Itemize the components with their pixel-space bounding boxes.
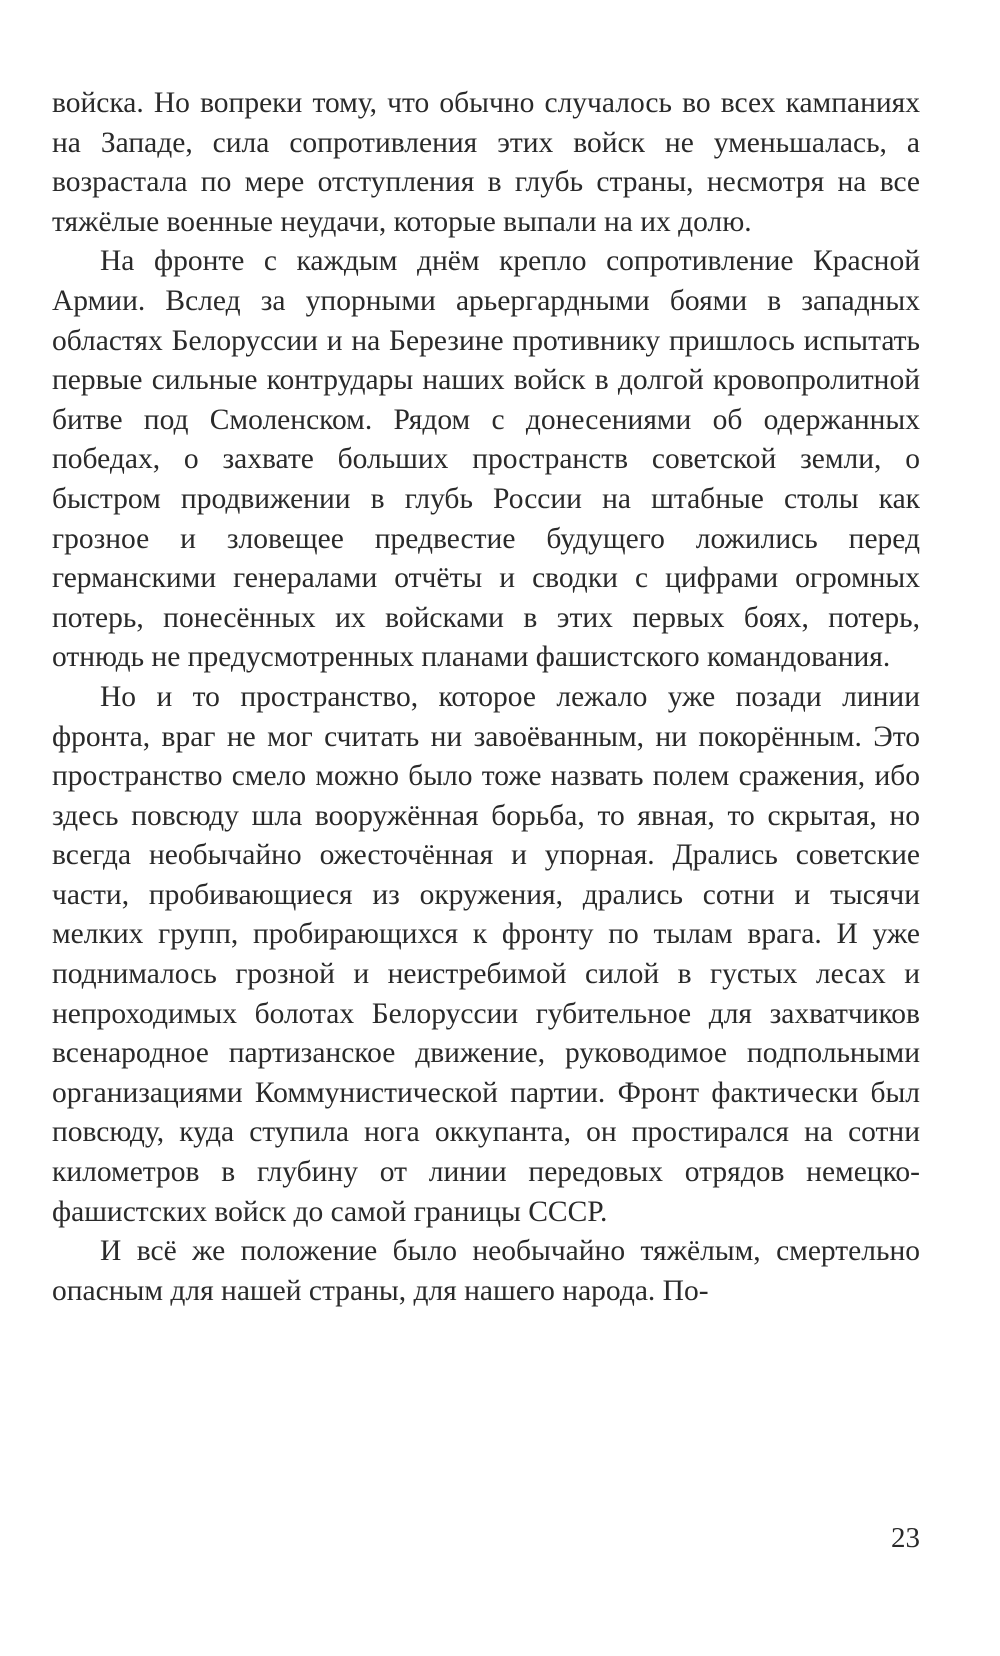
paragraph-continued: войска. Но вопреки тому, что обычно случалось во всех кампаниях на Западе, сила сопротивления этих войск не уменьшалась, а возрастала по мере отступления в глубь страны, несмотря на все тяжёлые военные неудачи, которые выпали на их долю. xyxy=(52,87,920,238)
paragraph-occupied-territory: Но и то пространство, которое лежало уже позади линии фронта, враг не мог считать ни завоёванным, ни покорённым. Это пространство смело можно было тоже назвать полем сражения, ибо здесь повсюду шла вооружённая борьба, то явная, то скрытая, но всегда необычайно ожесточённая и упорная. Дрались советские части, пробивающиеся из окружения, дрались сотни и тысячи мелких групп, пробирающихся к фронту по тылам врага. И уже поднималось грозной и неистребимой силой в густых лесах и непроходимых болотах Белоруссии губительное для захватчиков всенародное партизанское движение, руководимое подпольными организациями Коммунистической партии. Фронт фактически был повсюду, куда ступила нога оккупанта, он простирался на сотни километров в глубину от линии передовых отрядов немецко-фашистских войск до самой границы СССР. xyxy=(52,680,920,1228)
paragraph-grave-situation: И всё же положение было необычайно тяжёлым, смертельно опасным для нашей страны, для нашего народа. По- xyxy=(52,1235,920,1307)
page-number: 23 xyxy=(891,1522,920,1554)
paragraph-red-army-resistance: На фронте с каждым днём крепло сопротивление Красной Армии. Вслед за упорными арьергардными боями в западных областях Белоруссии и на Березине противнику пришлось испытать первые сильные контрудары наших войск в долгой кровопролитной битве под Смоленском. Рядом с донесениями об одержанных победах, о захвате больших пространств советской земли, о быстром продвижении в глубь России на штабные столы как грозное и зловещее предвестие будущего ложились перед германскими генералами отчёты и сводки с цифрами огромных потерь, понесённых их войсками в этих первых боях, потерь, отнюдь не предусмотренных планами фашистского командования. xyxy=(52,245,920,674)
page-body xyxy=(52,84,920,1311)
